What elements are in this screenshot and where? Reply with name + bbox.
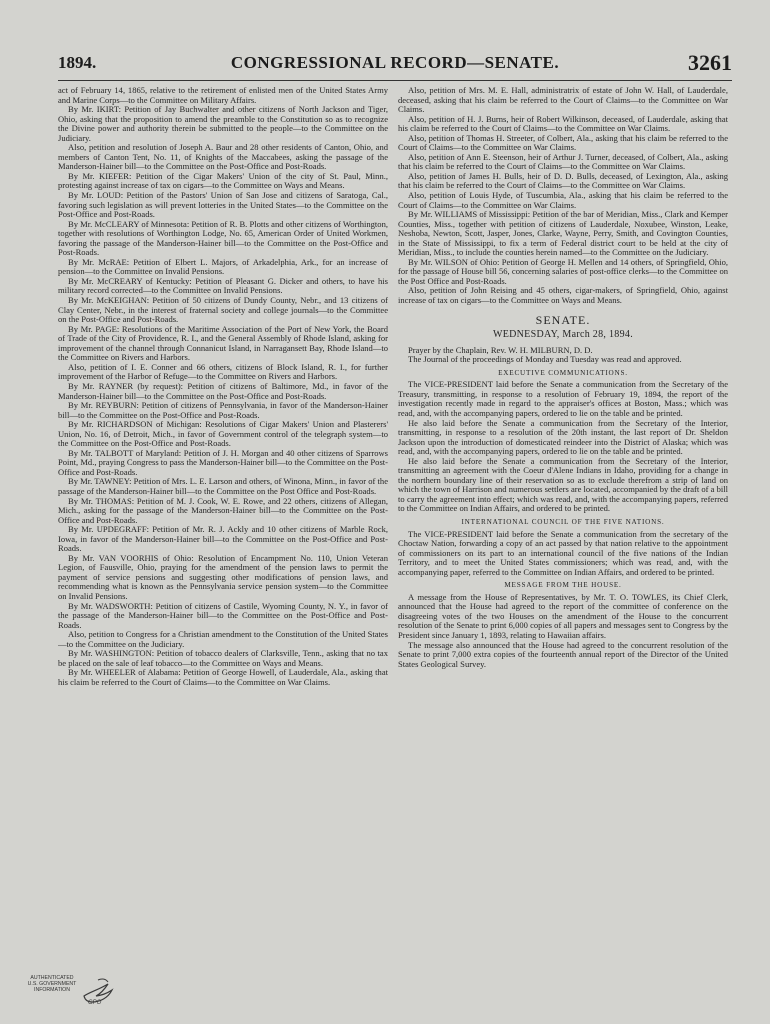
- paragraph: The VICE-PRESIDENT laid before the Senate a communication from the secretary of the Choctaw Nation, forwarding a copy of an act passed by that nation relative to the appointment of commissioners on its part to an international council of the five nations of the Indian Territory, and to meet the United States commissioners; which was read, and, with the accompanying paper, referred to the Committee on Indian Affairs, and ordered to be printed.: [398, 528, 728, 577]
- paragraph: By Mr. McCREARY of Kentucky: Petition of Pleasant G. Dicker and others, to have his military record corrected—to the Committee on Invalid Pensions.: [58, 275, 388, 296]
- paragraph: By Mr. KIEFER: Petition of the Cigar Makers' Union of the city of St. Paul, Minn., protesting against increase of tax on cigars—to the Committee on Ways and Means.: [58, 170, 388, 191]
- executive-communications-heading: EXECUTIVE COMMUNICATIONS.: [498, 368, 628, 377]
- header-year: 1894.: [58, 53, 97, 72]
- paragraph: Also, petition of Mrs. M. E. Hall, administratrix of estate of John W. Hall, of Lauderdale, deceased, asking that his claim be referred to the Court of Claims—to the Committee on War Claims.: [398, 86, 728, 115]
- paragraph: He also laid before the Senate a communication from the Secretary of the Interior, transmitting an agreement with the Coeur d'Alene Indians in Idaho, providing for a change in the northern boundary line of their reservation so as to exclude therefrom a strip of land on which the town of Harrison and numerous settlers are located, accompanied by the draft of a bill to carry the agreement into effect; which was read, and, with the accompanying papers, referred to the Committee on Indian Affairs, and ordered to be printed.: [398, 455, 728, 514]
- prayer-paragraph: Prayer by the Chaplain, Rev. W. H. MILBURN, D. D.: [408, 344, 593, 355]
- paragraph: The message also announced that the House had agreed to the concurrent resolution of the Senate to print 7,000 extra copies of the fourteenth annual report of the Director of the United States Geological Survey.: [398, 639, 728, 669]
- paragraph: By Mr. WILLIAMS of Mississippi: Petition of the bar of Meridian, Miss., Clark and Kemper Counties, Miss., together with petition of citizens of Lauderdale, Noxubee, Winston, Leake, Neshoba, Newton, Scott, Jasper, Jones, Clarke, Wayne, Perry, Smith, and Covington Counties, in the State of Mississippi, to fix a term of Federal district court to be held at the city of Meridian, Miss., to include the counties herein named—to the Committee on the Judiciary.: [398, 209, 728, 258]
- paragraph: By Mr. RAYNER (by request): Petition of citizens of Baltimore, Md., in favor of the Manderson-Hainer bill—to the Committee on the Post-Office and Post-Roads.: [58, 380, 388, 401]
- paragraph: By Mr. WASHINGTON: Petition of tobacco dealers of Clarksville, Tenn., asking that no tax be placed on the sale of leaf tobacco—to the Committee on Ways and Means.: [58, 648, 388, 668]
- gpo-label: GPO: [88, 1000, 102, 1006]
- paragraph: By Mr. TALBOTT of Maryland: Petition of J. H. Morgan and 40 other citizens of Sparrows Point, Md., praying Congress to pass the Manderson-Hainer bill—to the Committee on the Post-Office and Post-Roads.: [58, 447, 388, 477]
- paragraph: Also, petition of Ann E. Steenson, heir of Arthur J. Turner, deceased, of Colbert, Ala., asking that his claim be referred to the Court of Claims—to the Committee on War Claims.: [398, 151, 728, 172]
- council-heading: INTERNATIONAL COUNCIL OF THE FIVE NATIONS.: [461, 517, 665, 526]
- left-column: [58, 86, 388, 986]
- paragraph: Also, petition of H. J. Burns, heir of Robert Wilkinson, deceased, of Lauderdale, asking that his claim be referred to the Court of Claims—to the Committee on War Claims.: [398, 113, 728, 134]
- journal-paragraph: The Journal of the proceedings of Monday and Tuesday was read and approved.: [408, 354, 682, 365]
- header-rule: [58, 80, 732, 81]
- paragraph: Also, petition of James H. Bulls, heir of D. D. Bulls, deceased, of Lexington, Ala., asking that his claim be referred to the Court of Claims—to the Committee on War Claims.: [398, 170, 728, 191]
- paragraph: By Mr. McRAE: Petition of Elbert L. Majors, of Arkadelphia, Ark., for an increase of pension—to the Committee on Invalid Pensions.: [58, 256, 388, 277]
- page-header: [58, 50, 732, 77]
- paragraph: By Mr. TAWNEY: Petition of Mrs. L. E. Larson and others, of Winona, Minn., in favor of the passage of the Manderson-Hainer bill—to the Committee on the Post Office and Post-Roads.: [58, 476, 388, 496]
- paragraph: By Mr. UPDEGRAFF: Petition of Mr. R. J. Ackly and 10 other citizens of Marble Rock, Iowa, in favor of the Manderson-Hainer bill—to the Committee on the Post-Office and Post-Roads.: [58, 524, 388, 554]
- senate-date: WEDNESDAY, March 28, 1894.: [492, 329, 634, 341]
- paragraph: Also, petition of I. E. Conner and 66 others, citizens of Block Island, R. I., for further improvement of the Harbor of Refuge—to the Committee on Rivers and Harbors.: [58, 361, 388, 382]
- paragraph: By Mr. REYBURN: Petition of citizens of Pennsylvania, in favor of the Manderson-Hainer bill—to the Committee on the Post-Office and Post-Roads.: [58, 400, 388, 420]
- paragraph: By Mr. LOUD: Petition of the Pastors' Union of San Jose and citizens of Saratoga, Cal., favoring such legislation as will prevent lotteries in the United States—to the Committee on the Post-Office and Post-Roads.: [58, 190, 388, 220]
- senate-section-title: SENATE.: [535, 312, 591, 327]
- paragraph: A message from the House of Representatives, by Mr. T. O. TOWLES, its Chief Clerk, announced that the House had agreed to the report of the committee of conference on the disagreeing votes of the two Houses on the amendment of the House to the concurrent resolution of the Senate to print 6,000 copies of all papers and messages sent to Congress by the President since January 1, 1893, relating to Hawaiian affairs.: [398, 591, 728, 640]
- gpo-seal-text: AUTHENTICATED U.S. GOVERNMENT INFORMATION: [27, 975, 77, 993]
- paragraph: By Mr. WILSON of Ohio: Petition of George H. Mellen and 14 others, of Springfield, Ohio, for the passage of House bill 56, concerning salaries of post-office clerks—to the Committee on the Post Office and Post-Roads.: [398, 256, 728, 286]
- paragraph: Also, petition of Thomas H. Streeter, of Colbert, Ala., asking that his claim be referred to the Court of Claims—to the Committee on War Claims.: [398, 132, 728, 153]
- house-message-heading: MESSAGE FROM THE HOUSE.: [504, 581, 622, 590]
- right-column: [398, 86, 728, 986]
- gpo-authentication-seal: [22, 970, 132, 1015]
- paragraph: By Mr. WHEELER of Alabama: Petition of George Howell, of Lauderdale, Ala., asking that his claim be referred to the Court of Claims—to the Committee on War Claims.: [58, 667, 388, 687]
- paragraph: Also, petition of John Reising and 45 others, cigar-makers, of Springfield, Ohio, against increase of tax on cigars—to the Committee on Ways and Means.: [398, 285, 728, 306]
- paragraph: By Mr. IKIRT: Petition of Jay Buchwalter and other citizens of North Jackson and Tiger, Ohio, asking that the proposition to amend the preamble to the Constitution so as to recognize the Divine power and authority therein be submitted to the people—to the Committee on the Judiciary.: [58, 104, 388, 143]
- paragraph: By Mr. McCLEARY of Minnesota: Petition of R. B. Plotts and other citizens of Worthington, together with resolutions of Worthington Lodge, No. 65, American Order of United Workmen, favoring the passage of the Manderson-Hainer bill—to the Committee on the Post-Office and Post-Roads.: [58, 218, 388, 258]
- paragraph: By Mr. WADSWORTH: Petition of citizens of Castile, Wyoming County, N. Y., in favor of the passage of the Manderson-Hainer bill—to the Committee on the Post-Office and Post-Roads.: [58, 600, 388, 630]
- paragraph: By Mr. McKEIGHAN: Petition of 50 citizens of Dundy County, Nebr., and 13 citizens of Clay Center, Nebr., in the interest of fraternal society and college journals—to the Committee on the Post-Office and Post-Roads.: [58, 295, 388, 325]
- header-title: CONGRESSIONAL RECORD—SENATE.: [230, 53, 560, 72]
- paragraph: Also, petition to Congress for a Christian amendment to the Constitution of the United States—to the Committee on the Judiciary.: [58, 629, 388, 649]
- paragraph: Also, petition of Louis Hyde, of Tuscumbia, Ala., asking that his claim be referred to the Court of Claims—to the Committee on War Claims.: [398, 190, 728, 210]
- paragraph: By Mr. VAN VOORHIS of Ohio: Resolution of Encampment No. 110, Union Veteran Legion, of Fausville, Ohio, praying for the amendment of the pension laws to permit the payment of service pensions and suggesting other modifications of pension laws, and recommending what is known as the Pennsylvania service pension system—to the Committee on Invalid Pensions.: [58, 552, 388, 601]
- paragraph: act of February 14, 1865, relative to the retirement of enlisted men of the United States Army and Marine Corps—to the Committee on Military Affairs.: [58, 86, 388, 105]
- paragraph: By Mr. THOMAS: Petition of M. J. Cook, W. E. Rowe, and 22 others, citizens of Allegan, Mich., asking for the passage of the Manderson-Hainer bill—to the Committee on the Post-Office and Post-Roads.: [58, 495, 388, 525]
- paragraph: The VICE-PRESIDENT laid before the Senate a communication from the Secretary of the Treasury, transmitting, in response to a resolution of February 19, 1894, the report of the investigation recently made in regard to the appraiser's offices at Boston, Mass.; which was read, and, with the accompanying papers, ordered to lie on the table and be printed.: [398, 379, 728, 418]
- header-page-number: 3261: [688, 50, 732, 75]
- paragraph: By Mr. PAGE: Resolutions of the Maritime Association of the Port of New York, the Board of Trade of the City of Providence, R. I., and the General Assembly of Rhode Island, asking for improvement of the channel through Connanicut Island, in Narragansett Bay, Rhode Island—to the Committee on Rivers and Harbors.: [58, 323, 388, 363]
- paragraph: By Mr. RICHARDSON of Michigan: Resolutions of Cigar Makers' Union and Plasterers' Union, No. 16, of Detroit, Mich., in favor of Government control of the telegraph system—to the Committee on the Post-Office and Post-Roads.: [58, 419, 388, 449]
- paragraph: He also laid before the Senate a communication from the Secretary of the Interior, transmitting, in response to a resolution of the 20th instant, the last report of Dr. Sheldon Jackson upon the introduction of domesticated reindeer into the District of Alaska; which was read, and, with the accompanying papers, ordered to lie on the table and be printed.: [398, 417, 728, 457]
- paragraph: Also, petition and resolution of Joseph A. Baur and 28 other residents of Canton, Ohio, and members of Canton Tent, No. 11, of Knights of the Maccabees, asking the passage of the Manderson-Hainer bill—to the Committee on the Post-Office and Post-Roads.: [58, 142, 388, 172]
